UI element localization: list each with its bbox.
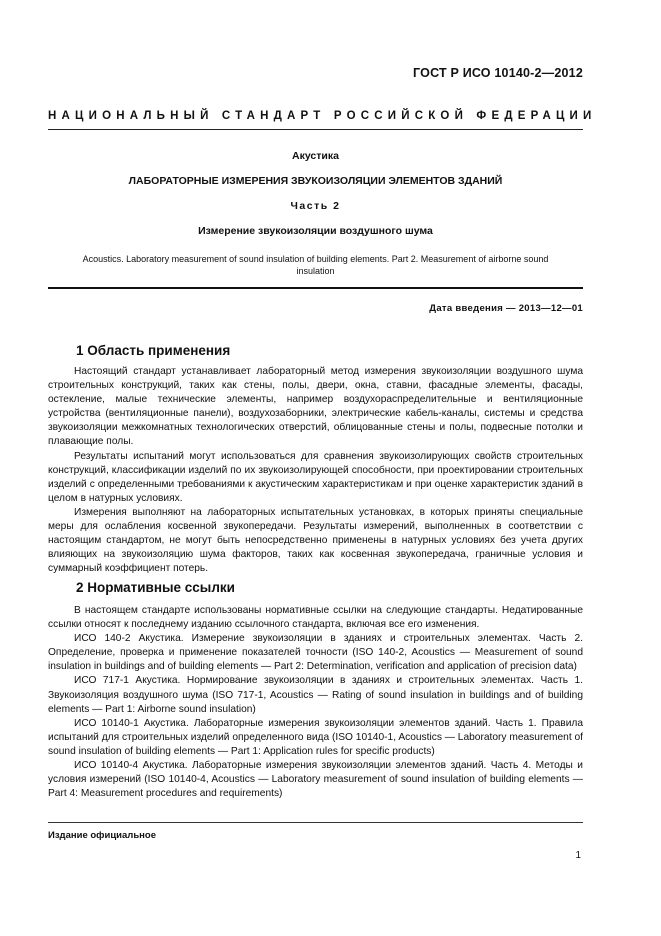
part-label: Часть 2 (290, 200, 341, 212)
reference-item: ИСО 717-1 Акустика. Нормирование звукоизоляции в зданиях и строительных элементах. Часть 1. Звукоизоляция воздушного шума (ISO 717-1, Acoustics — Rating of sound insulation in buildings and of building elements — Part 1: Airborne sound insulation) (48, 675, 583, 715)
page-number: 1 (575, 850, 581, 861)
header-divider (48, 129, 583, 130)
title-subject: Акустика (292, 150, 339, 162)
paragraph: Результаты испытаний могут использоваться для сравнения звукоизолирующих свойств строительных конструкций, классификации изделий по их звукоизолирующей способности, при проектировании строительных изделий с определенными требованиями к акустическим характеристикам и при оценке характеристик зданий в целом в натурных условиях. (48, 450, 583, 504)
footer-divider (48, 822, 583, 823)
paragraph: Измерения выполняют на лабораторных испытательных установках, в которых приняты специальные меры для ослабления косвенной звукопередачи. Результаты измерений, выполненных в соответствии с настоящим стандартом, не могут быть непосредственно применены в натурных условиях без учета других влияющих на звукоизоляцию шума факторов, таких как косвенная звукопередача, граничные условия и суммарный коэффициент потерь. (48, 506, 583, 575)
paragraph: В настоящем стандарте использованы нормативные ссылки на следующие стандарты. Недатированные ссылки относят к последнему изданию ссылочного стандарта, включая все его изменения. (48, 605, 583, 631)
section-2-heading: 2 Нормативные ссылки (76, 580, 235, 595)
section-1-heading: 1 Область применения (76, 343, 231, 358)
document-title: ЛАБОРАТОРНЫЕ ИЗМЕРЕНИЯ ЗВУКОИЗОЛЯЦИИ ЭЛЕМЕНТОВ ЗДАНИЙ (128, 175, 503, 187)
intro-date: Дата введения — 2013—12—01 (429, 303, 583, 314)
section-1-body (48, 365, 583, 576)
reference-item: ИСО 10140-4 Акустика. Лабораторные измерения звукоизоляции элементов зданий. Часть 4. Методы и условия измерений (ISO 10140-4, Acoustics — Laboratory measurement of sound insulation of building elements — Part 4: Measurement procedures and requirements) (48, 760, 583, 800)
english-title: Acoustics. Laboratory measurement of sound insulation of building elements. Part 2. Measurement of airborne sound insulation (82, 254, 549, 276)
title-divider (48, 287, 583, 289)
reference-item: ИСО 10140-1 Акустика. Лабораторные измерения звукоизоляции элементов зданий. Часть 1. Правила испытаний для строительных изделий определенного вида (ISO 10140-1, Acoustics — Laboratory measurement of sound insulation of building elements — Part 1: Application rules for specific products) (48, 717, 583, 757)
section-2-body (48, 604, 583, 801)
reference-item: ИСО 140-2 Акустика. Измерение звукоизоляции в зданиях и строительных элементах. Часть 2. Определение, проверка и применение показателей точности (ISO 140-2, Acoustics — Measurement of sound insulation in buildings and of building elements — Part 2: Determination, verification and application of precision data) (48, 633, 583, 673)
paragraph: Настоящий стандарт устанавливает лабораторный метод измерения звукоизоляции воздушного шума строительных конструкций, таких как стены, полы, двери, окна, ставни, фасадные элементы, фасады, остекление, малые технические элементы, например воздухораспределительные и вентиляционные устройства (вентиляционные панели), воздухозаборники, электрические кабель-каналы, системы и средства звукоизоляции межкомнатных технологических отверстий, облицованные стены и полы, подвесные потолки и плавающие полы. (48, 366, 583, 448)
document-subtitle: Измерение звукоизоляции воздушного шума (198, 225, 433, 237)
standard-code: ГОСТ Р ИСО 10140-2—2012 (413, 66, 583, 80)
national-standard-banner: НАЦИОНАЛЬНЫЙ СТАНДАРТ РОССИЙСКОЙ ФЕДЕРАЦИИ (48, 110, 597, 122)
edition-label: Издание официальное (48, 830, 156, 841)
